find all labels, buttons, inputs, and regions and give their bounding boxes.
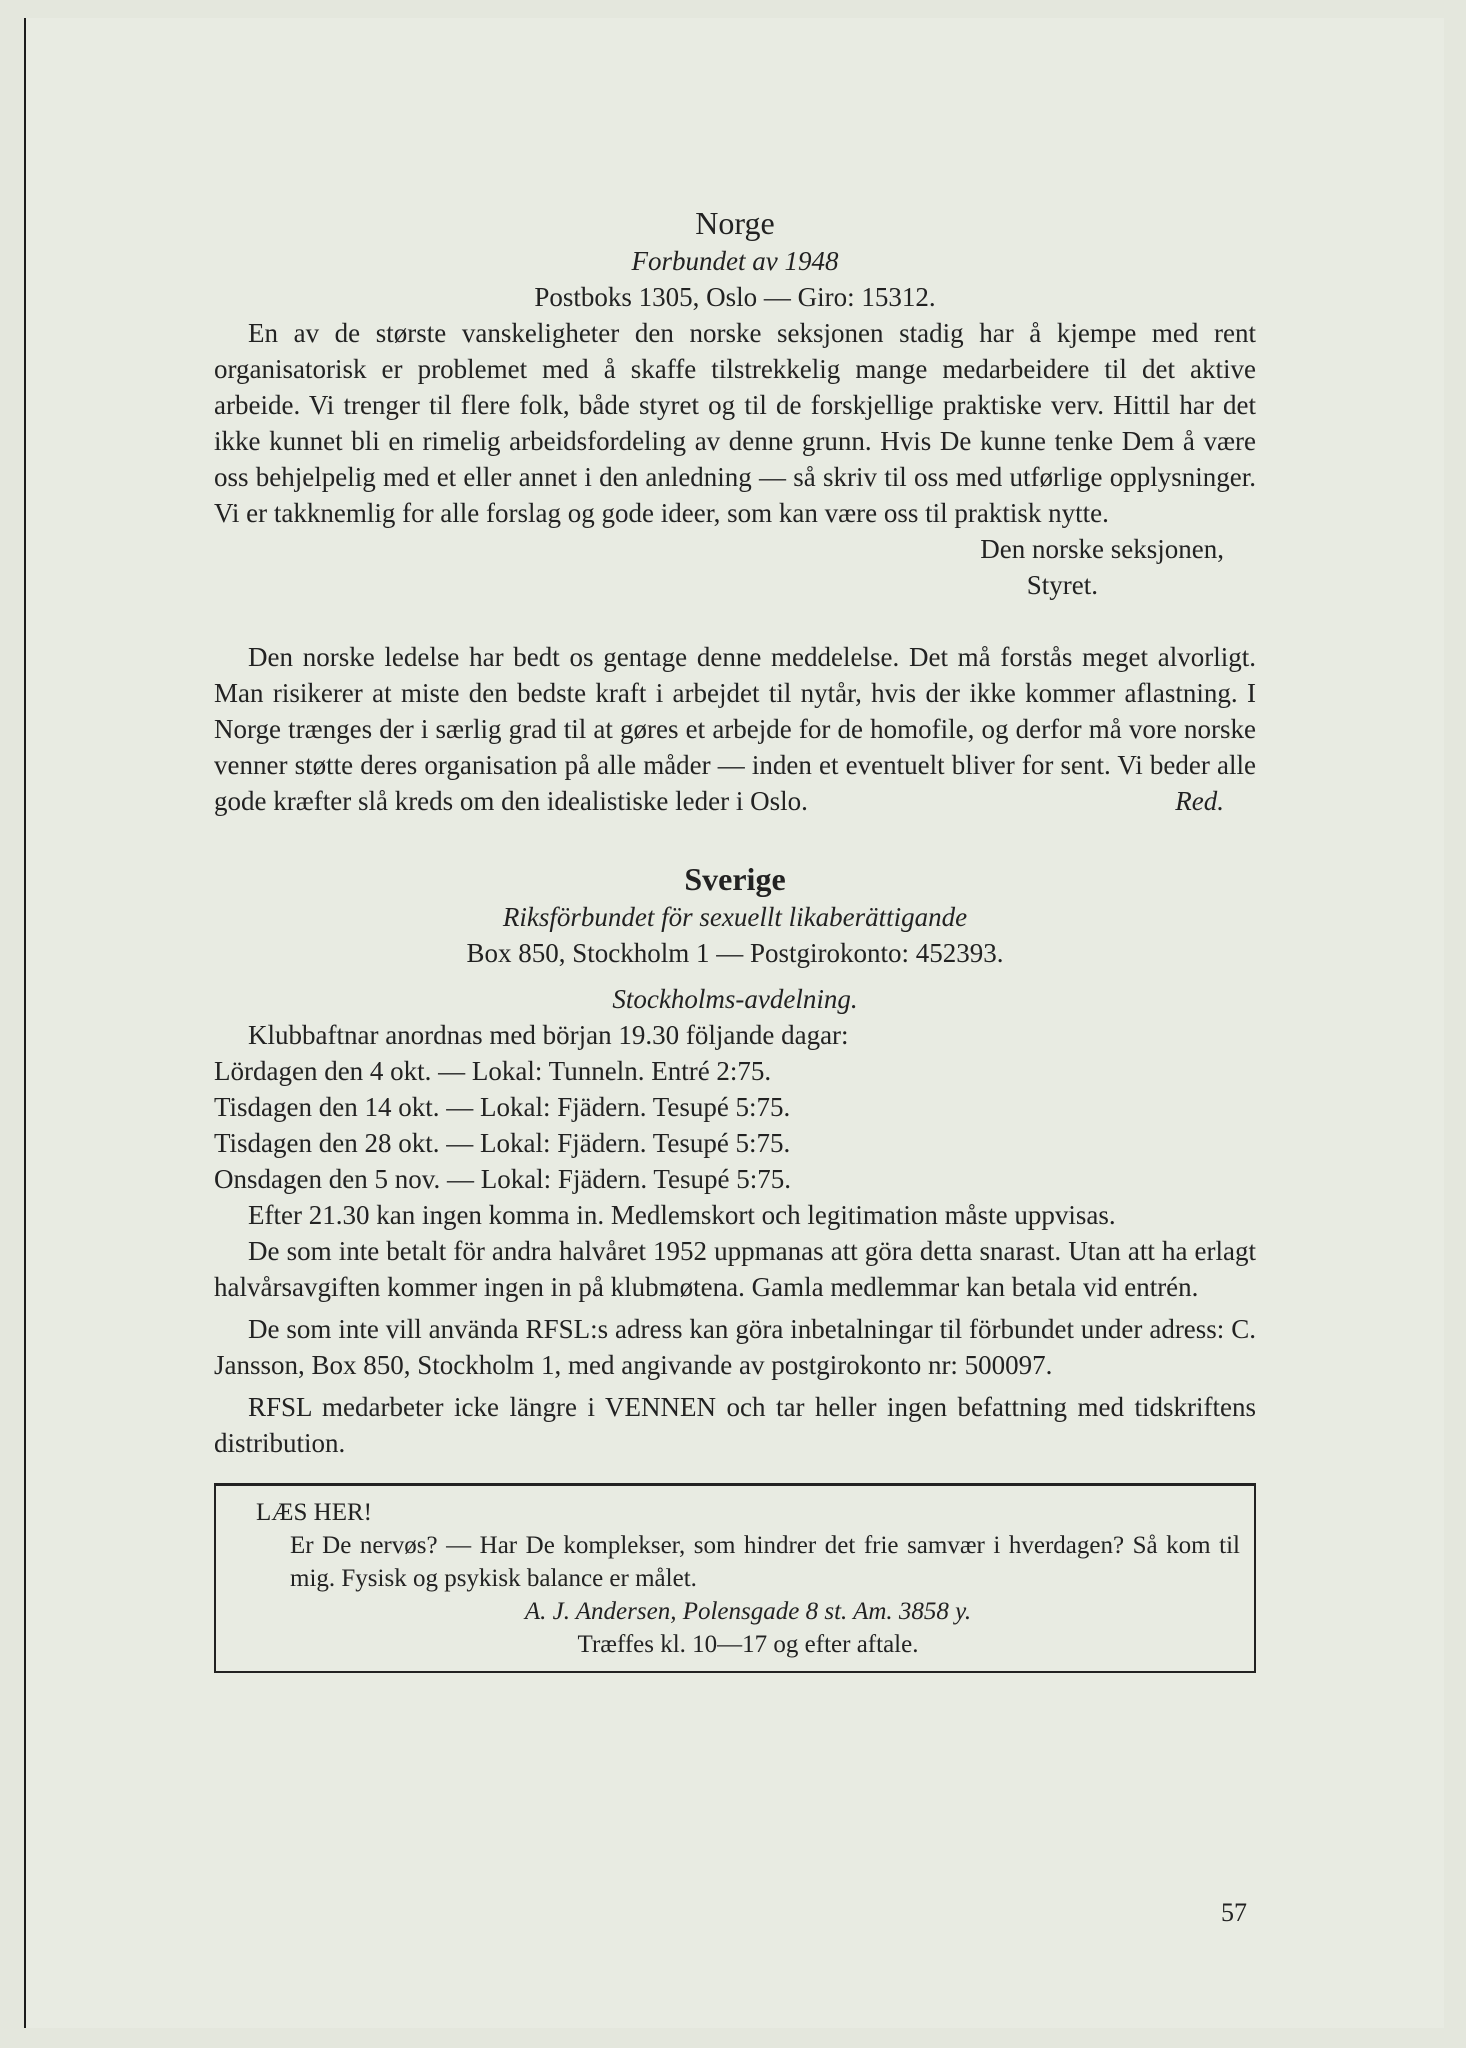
norge-subheading: Forbundet av 1948 <box>631 246 839 276</box>
sverige-subheading: Riksförbundet för sexuellt likaberättigande <box>502 902 968 932</box>
date-line: Tisdagen den 28 okt. — Lokal: Fjädern. Tesupé 5:75. <box>214 1128 791 1158</box>
date-line: Tisdagen den 14 okt. — Lokal: Fjädern. Tesupé 5:75. <box>214 1092 791 1122</box>
advert-box <box>214 1483 1256 1673</box>
sverige-paragraph: De som inte betalt för andra halvåret 1952 uppmanas att göra detta snarast. Utan att ha erlagt halvårsavgiften kommer ingen in på klubmøtena. Gamla medlemmar kan betala vid entrén. <box>214 1236 1256 1302</box>
norge-signature-line1: Den norske seksjonen, <box>980 534 1224 564</box>
norge-signature-line2: Styret. <box>1026 570 1098 600</box>
scanned-page <box>24 18 1444 2028</box>
editor-note <box>214 639 1256 819</box>
date-line: Lördagen den 4 okt. — Lokal: Tunneln. Entré 2:75. <box>214 1056 772 1086</box>
advert-title: LÆS HER! <box>256 1499 372 1526</box>
page-number: 57 <box>1221 1898 1247 1927</box>
sverige-intro: Klubbaftnar anordnas med början 19.30 följande dagar: <box>248 1020 849 1050</box>
sverige-paragraph: De som inte vill använda RFSL:s adress kan göra inbetalningar til förbundet under adress: C. Jansson, Box 850, Stockholm 1, med angivande av postgirokonto nr: 500097. <box>214 1314 1256 1380</box>
norge-body: En av de største vanskeligheter den norske seksjonen stadig har å kjempe med rent organisatorisk er problemet med å skaffe tilstrekkelig mange medarbeidere til det aktive arbeide. Vi trenger til flere folk, både styret og til de forskjellige praktiske verv. Hittil har det ikke kunnet bli en rimelig arbeidsfordeling av denne grunn. Hvis De kunne tenke Dem å være oss behjelpelig med et eller annet i den anledning — så skriv til oss med utførlige opplysninger. Vi er takknemlig for alle forslag og gode ideer, som kan være oss til praktisk nytte. <box>214 318 1256 528</box>
advert-text: Er De nervøs? — Har De komplekser, som hindrer det frie samvær i hverdagen? Så kom til mig. Fysisk og psykisk balance er målet. <box>290 1532 1240 1592</box>
sverige-address: Box 850, Stockholm 1 — Postgirokonto: 452393. <box>466 938 1004 968</box>
date-line: Onsdagen den 5 nov. — Lokal: Fjädern. Tesupé 5:75. <box>214 1164 792 1194</box>
norge-heading: Norge <box>695 205 775 241</box>
advert-hours: Træffes kl. 10—17 og efter aftale. <box>577 1631 919 1658</box>
page-content <box>214 203 1256 1673</box>
sverige-paragraph: Efter 21.30 kan ingen komma in. Medlemskort och legitimation måste uppvisas. <box>248 1200 1116 1230</box>
spacer <box>214 603 1256 639</box>
sverige-section: Stockholms-avdelning. <box>612 984 858 1014</box>
sverige-heading: Sverige <box>684 861 786 897</box>
editor-sign: Red. <box>1175 786 1224 816</box>
sverige-paragraph: RFSL medarbeter icke längre i VENNEN och tar heller ingen befattning med tidskriftens distribution. <box>214 1392 1256 1458</box>
editor-note-text: Den norske ledelse har bedt os gentage denne meddelelse. Det må forstås meget alvorligt. Man risikerer at miste den bedste kraft i arbejdet til nytår, hvis der ikke kommer aflastning. I Norge trænges der i særlig grad til at gøres et arbejde for de homofile, og derfor må vore norske venner støtte deres organisation på alle måder — inden et eventuelt bliver for sent. Vi beder alle gode kræfter slå kreds om den idealistiske leder i Oslo. <box>214 642 1256 816</box>
norge-address: Postboks 1305, Oslo — Giro: 15312. <box>534 282 936 312</box>
advert-contact: A. J. Andersen, Polensgade 8 st. Am. 3858 y. <box>524 1598 972 1625</box>
spacer <box>214 819 1256 859</box>
